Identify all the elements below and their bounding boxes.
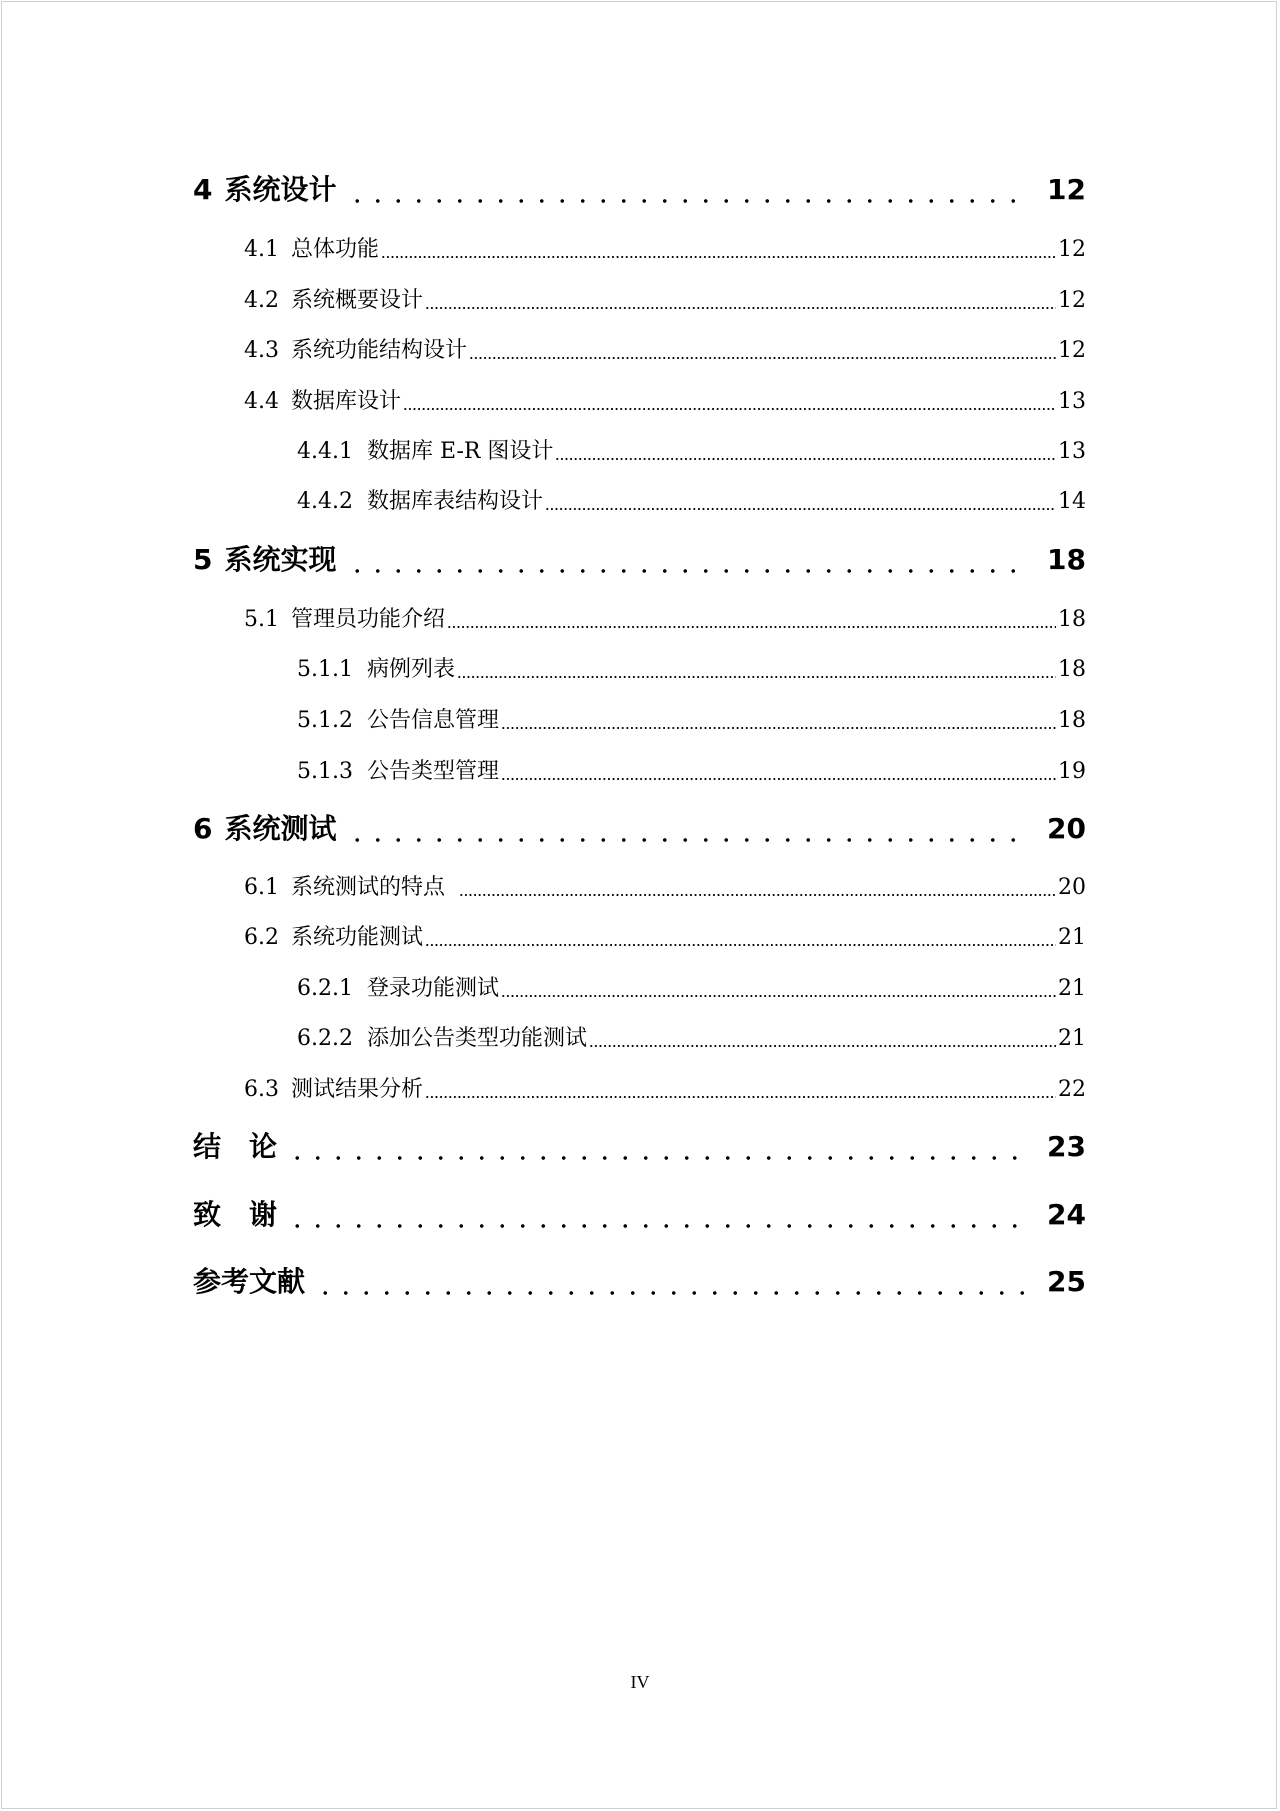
toc-entry-title: 公告类型管理 (366, 759, 499, 784)
toc-leader-dots (501, 994, 1056, 998)
page-number-footer: IV (630, 1672, 650, 1692)
toc-entry-number: 4.4 (244, 389, 279, 414)
toc-entry-page: 22 (1058, 1077, 1086, 1102)
toc-entry-page: 20 (1047, 812, 1086, 845)
toc-entry-5-1[interactable] (244, 602, 1086, 633)
toc-leader-dots (287, 1223, 1031, 1229)
toc-entry-title: 公告信息管理 (366, 708, 499, 733)
toc-leader-dots (347, 198, 1032, 204)
toc-entry-number: 6.2.1 (297, 976, 353, 1001)
toc-entry-number: 4.2 (244, 288, 279, 313)
toc-entry-conclusion[interactable] (193, 1125, 1086, 1165)
toc-leader-dots (287, 1155, 1031, 1161)
toc-entry-title: 系统实现 (224, 543, 337, 576)
toc-entry-5-1-2[interactable] (297, 703, 1086, 734)
toc-leader-dots (425, 943, 1056, 947)
toc-entry-6-2-2[interactable] (297, 1021, 1086, 1052)
toc-entry-chapter-6[interactable] (193, 807, 1086, 847)
toc-entry-page: 21 (1058, 925, 1086, 950)
toc-entry-6-2[interactable] (244, 920, 1086, 951)
toc-leader-dots (501, 726, 1056, 730)
toc-leader-dots (501, 777, 1056, 781)
toc-entry-title: 管理员功能介绍 (291, 607, 446, 632)
toc-entry-number: 5 (193, 543, 213, 576)
toc-entry-title: 总体功能 (291, 237, 380, 262)
toc-entry-number: 4.4.1 (297, 439, 353, 464)
toc-leader-dots (447, 625, 1056, 629)
toc-entry-6-2-1[interactable] (297, 971, 1086, 1002)
toc-leader-dots (347, 837, 1032, 843)
toc-entry-6-3[interactable] (244, 1072, 1086, 1103)
toc-entry-number: 6.3 (244, 1077, 279, 1102)
toc-entry-number: 4 (193, 173, 213, 206)
toc-entry-chapter-5[interactable] (193, 538, 1086, 578)
toc-entry-page: 12 (1058, 338, 1086, 363)
toc-entry-title: 系统设计 (224, 173, 337, 206)
toc-entry-page: 18 (1058, 708, 1086, 733)
toc-leader-dots (403, 407, 1056, 411)
toc-entry-number: 5.1.2 (297, 708, 353, 733)
toc-leader-dots (381, 255, 1056, 259)
toc-entry-page: 18 (1047, 543, 1086, 576)
toc-entry-title: 系统概要设计 (291, 288, 424, 313)
toc-entry-page: 12 (1058, 288, 1086, 313)
toc-entry-page: 18 (1058, 657, 1086, 682)
toc-entry-title: 系统测试的特点 (291, 875, 446, 900)
toc-entry-title: 病例列表 (366, 657, 455, 682)
toc-entry-chapter-4[interactable] (193, 168, 1086, 208)
toc-entry-title: 致 谢 (193, 1198, 278, 1231)
toc-entry-page: 25 (1047, 1265, 1086, 1298)
toc-entry-title: 参考文献 (193, 1265, 306, 1298)
toc-entry-page: 23 (1047, 1130, 1086, 1163)
toc-entry-page: 21 (1058, 976, 1086, 1001)
toc-entry-6-1[interactable] (244, 870, 1086, 901)
toc-entry-number: 6 (193, 812, 213, 845)
toc-leader-dots (425, 306, 1056, 310)
toc-entry-page: 13 (1058, 389, 1086, 414)
toc-entry-number: 4.3 (244, 338, 279, 363)
toc-entry-4-2[interactable] (244, 283, 1086, 314)
toc-entry-4-4-2[interactable] (297, 484, 1086, 515)
toc-entry-page: 13 (1058, 439, 1086, 464)
toc-entry-references[interactable] (193, 1260, 1086, 1300)
toc-leader-dots (347, 568, 1032, 574)
toc-leader-dots (555, 457, 1056, 461)
toc-leader-dots (589, 1044, 1056, 1048)
toc-entry-number: 4.1 (244, 237, 279, 262)
toc-leader-dots (545, 507, 1056, 511)
toc-entry-page: 24 (1047, 1198, 1086, 1231)
toc-leader-dots (459, 893, 1056, 897)
toc-entry-title: 添加公告类型功能测试 (366, 1026, 587, 1051)
toc-entry-number: 5.1.3 (297, 759, 353, 784)
toc-entry-title: 数据库 E-R 图设计 (366, 439, 554, 464)
toc-entry-number: 6.2 (244, 925, 279, 950)
toc-entry-page: 12 (1047, 173, 1086, 206)
toc-entry-title: 系统测试 (224, 812, 337, 845)
toc-entry-acknowledgements[interactable] (193, 1193, 1086, 1233)
toc-entry-4-3[interactable] (244, 333, 1086, 364)
toc-entry-number: 5.1 (244, 607, 279, 632)
toc-entry-page: 18 (1058, 607, 1086, 632)
toc-leader-dots (425, 1095, 1056, 1099)
toc-entry-page: 12 (1058, 237, 1086, 262)
toc-entry-title: 数据库表结构设计 (366, 489, 543, 514)
toc-entry-title: 测试结果分析 (291, 1077, 424, 1102)
toc-entry-4-1[interactable] (244, 232, 1086, 263)
toc-leader-dots (457, 675, 1056, 679)
toc-entry-number: 5.1.1 (297, 657, 353, 682)
toc-leader-dots (469, 356, 1056, 360)
toc-entry-5-1-1[interactable] (297, 652, 1086, 683)
toc-entry-title: 登录功能测试 (366, 976, 499, 1001)
toc-entry-5-1-3[interactable] (297, 754, 1086, 785)
toc-entry-number: 6.1 (244, 875, 279, 900)
toc-entry-title: 系统功能测试 (291, 925, 424, 950)
toc-entry-page: 20 (1058, 875, 1086, 900)
toc-entry-page: 21 (1058, 1026, 1086, 1051)
toc-leader-dots (315, 1290, 1031, 1296)
toc-entry-page: 14 (1058, 489, 1086, 514)
toc-entry-title: 系统功能结构设计 (291, 338, 468, 363)
toc-entry-page: 19 (1058, 759, 1086, 784)
toc-entry-title: 数据库设计 (291, 389, 402, 414)
toc-entry-number: 6.2.2 (297, 1026, 353, 1051)
toc-entry-title: 结 论 (193, 1130, 278, 1163)
toc-entry-4-4[interactable] (244, 384, 1086, 415)
toc-entry-number: 4.4.2 (297, 489, 353, 514)
toc-entry-4-4-1[interactable] (297, 434, 1086, 465)
